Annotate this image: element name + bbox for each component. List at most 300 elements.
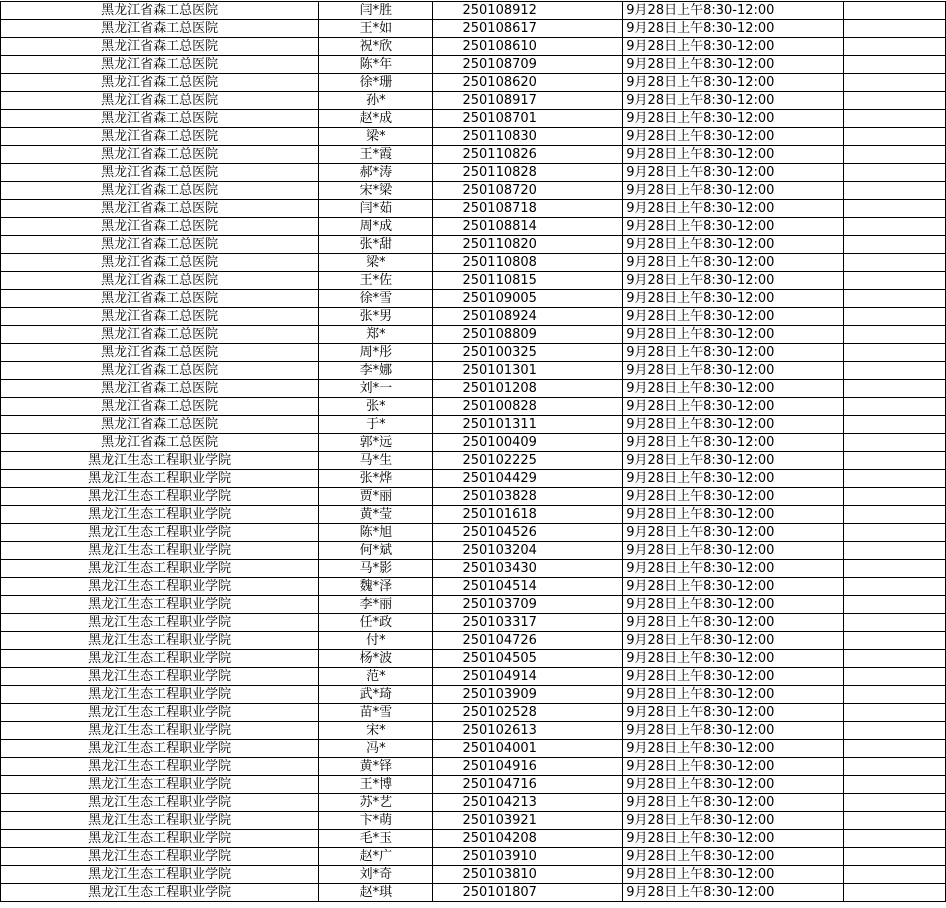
- table-row: [1, 596, 946, 614]
- table-row: [1, 614, 946, 632]
- empty-cell[interactable]: [844, 38, 946, 56]
- time-cell[interactable]: 9月28日上午8:30-12:00: [623, 560, 844, 578]
- table-row: [1, 164, 946, 182]
- name-cell[interactable]: 徐*珊: [319, 74, 433, 92]
- name-cell[interactable]: 卞*萌: [319, 812, 433, 830]
- name-cell[interactable]: 王*博: [319, 776, 433, 794]
- name-cell[interactable]: 祝*欣: [319, 38, 433, 56]
- name-cell[interactable]: 范*: [319, 668, 433, 686]
- exam-id-cell[interactable]: 250103910: [433, 848, 623, 866]
- empty-cell[interactable]: [844, 722, 946, 740]
- time-cell[interactable]: 9月28日上午8:30-12:00: [623, 92, 844, 110]
- empty-cell[interactable]: [844, 326, 946, 344]
- time-cell[interactable]: 9月28日上午8:30-12:00: [623, 650, 844, 668]
- table-row: [1, 884, 946, 902]
- name-cell[interactable]: 闫*胜: [319, 2, 433, 20]
- name-cell[interactable]: 马*影: [319, 560, 433, 578]
- unit-cell[interactable]: 黑龙江省森工总医院: [1, 164, 319, 182]
- unit-cell[interactable]: 黑龙江生态工程职业学院: [1, 776, 319, 794]
- unit-cell[interactable]: 黑龙江省森工总医院: [1, 218, 319, 236]
- name-cell[interactable]: 付*: [319, 632, 433, 650]
- time-cell[interactable]: 9月28日上午8:30-12:00: [623, 290, 844, 308]
- exam-id-cell[interactable]: 250108917: [433, 92, 623, 110]
- table-row: [1, 290, 946, 308]
- table-row: [1, 794, 946, 812]
- time-cell[interactable]: 9月28日上午8:30-12:00: [623, 596, 844, 614]
- name-cell[interactable]: 何*斌: [319, 542, 433, 560]
- unit-cell[interactable]: 黑龙江生态工程职业学院: [1, 722, 319, 740]
- table-row: [1, 560, 946, 578]
- unit-cell[interactable]: 黑龙江省森工总医院: [1, 56, 319, 74]
- time-cell[interactable]: 9月28日上午8:30-12:00: [623, 236, 844, 254]
- exam-id-cell[interactable]: 250108701: [433, 110, 623, 128]
- name-cell[interactable]: 郝*涛: [319, 164, 433, 182]
- name-cell[interactable]: 毛*玉: [319, 830, 433, 848]
- name-cell[interactable]: 王*佐: [319, 272, 433, 290]
- time-cell[interactable]: 9月28日上午8:30-12:00: [623, 110, 844, 128]
- name-cell[interactable]: 魏*泽: [319, 578, 433, 596]
- name-cell[interactable]: 周*成: [319, 218, 433, 236]
- empty-cell[interactable]: [844, 272, 946, 290]
- time-cell[interactable]: 9月28日上午8:30-12:00: [623, 2, 844, 20]
- time-cell[interactable]: 9月28日上午8:30-12:00: [623, 794, 844, 812]
- empty-cell[interactable]: [844, 758, 946, 776]
- empty-cell[interactable]: [844, 506, 946, 524]
- name-cell[interactable]: 张*男: [319, 308, 433, 326]
- unit-cell[interactable]: 黑龙江省森工总医院: [1, 236, 319, 254]
- time-cell[interactable]: 9月28日上午8:30-12:00: [623, 470, 844, 488]
- exam-id-cell[interactable]: 250100409: [433, 434, 623, 452]
- name-cell[interactable]: 陈*年: [319, 56, 433, 74]
- name-cell[interactable]: 张*烨: [319, 470, 433, 488]
- exam-id-cell[interactable]: 250108924: [433, 308, 623, 326]
- name-cell[interactable]: 闫*茹: [319, 200, 433, 218]
- name-cell[interactable]: 赵*成: [319, 110, 433, 128]
- exam-id-cell[interactable]: 250104505: [433, 650, 623, 668]
- time-cell[interactable]: 9月28日上午8:30-12:00: [623, 704, 844, 722]
- empty-cell[interactable]: [844, 380, 946, 398]
- table-row: [1, 20, 946, 38]
- time-cell[interactable]: 9月28日上午8:30-12:00: [623, 308, 844, 326]
- exam-id-cell[interactable]: 250101618: [433, 506, 623, 524]
- name-cell[interactable]: 孙*: [319, 92, 433, 110]
- unit-cell[interactable]: 黑龙江生态工程职业学院: [1, 452, 319, 470]
- exam-id-cell[interactable]: 250100828: [433, 398, 623, 416]
- name-cell[interactable]: 刘*一: [319, 380, 433, 398]
- exam-id-cell[interactable]: 250101807: [433, 884, 623, 902]
- name-cell[interactable]: 梁*: [319, 254, 433, 272]
- exam-id-cell[interactable]: 250103317: [433, 614, 623, 632]
- time-cell[interactable]: 9月28日上午8:30-12:00: [623, 326, 844, 344]
- exam-id-cell[interactable]: 250103204: [433, 542, 623, 560]
- table-row: [1, 524, 946, 542]
- empty-cell[interactable]: [844, 290, 946, 308]
- exam-id-cell[interactable]: 250108814: [433, 218, 623, 236]
- empty-cell[interactable]: [844, 434, 946, 452]
- empty-cell[interactable]: [844, 470, 946, 488]
- time-cell[interactable]: 9月28日上午8:30-12:00: [623, 344, 844, 362]
- table-row: [1, 542, 946, 560]
- name-cell[interactable]: 杨*波: [319, 650, 433, 668]
- time-cell[interactable]: 9月28日上午8:30-12:00: [623, 848, 844, 866]
- time-cell[interactable]: 9月28日上午8:30-12:00: [623, 488, 844, 506]
- empty-cell[interactable]: [844, 182, 946, 200]
- time-cell[interactable]: 9月28日上午8:30-12:00: [623, 578, 844, 596]
- empty-cell[interactable]: [844, 686, 946, 704]
- empty-cell[interactable]: [844, 236, 946, 254]
- table-row: [1, 506, 946, 524]
- roster-table: [0, 1, 946, 902]
- name-cell[interactable]: 徐*雪: [319, 290, 433, 308]
- name-cell[interactable]: 任*政: [319, 614, 433, 632]
- exam-id-cell[interactable]: 250104429: [433, 470, 623, 488]
- table-row: [1, 362, 946, 380]
- name-cell[interactable]: 张*: [319, 398, 433, 416]
- empty-cell[interactable]: [844, 812, 946, 830]
- table-row: [1, 56, 946, 74]
- unit-cell[interactable]: 黑龙江省森工总医院: [1, 200, 319, 218]
- unit-cell[interactable]: 黑龙江省森工总医院: [1, 344, 319, 362]
- name-cell[interactable]: 苏*艺: [319, 794, 433, 812]
- exam-id-cell[interactable]: 250110808: [433, 254, 623, 272]
- table-row: [1, 398, 946, 416]
- table-row: [1, 92, 946, 110]
- exam-id-cell[interactable]: 250110826: [433, 146, 623, 164]
- exam-id-cell[interactable]: 250108809: [433, 326, 623, 344]
- unit-cell[interactable]: 黑龙江生态工程职业学院: [1, 884, 319, 902]
- empty-cell[interactable]: [844, 452, 946, 470]
- name-cell[interactable]: 王*霞: [319, 146, 433, 164]
- roster-body: [1, 2, 946, 902]
- table-row: [1, 254, 946, 272]
- empty-cell[interactable]: [844, 668, 946, 686]
- exam-id-cell[interactable]: 250102613: [433, 722, 623, 740]
- name-cell[interactable]: 赵*琪: [319, 884, 433, 902]
- table-row: [1, 110, 946, 128]
- table-row: [1, 740, 946, 758]
- empty-cell[interactable]: [844, 308, 946, 326]
- empty-cell[interactable]: [844, 398, 946, 416]
- empty-cell[interactable]: [844, 560, 946, 578]
- exam-id-cell[interactable]: 250104001: [433, 740, 623, 758]
- unit-cell[interactable]: 黑龙江生态工程职业学院: [1, 542, 319, 560]
- table-row: [1, 416, 946, 434]
- exam-id-cell[interactable]: 250104914: [433, 668, 623, 686]
- exam-id-cell[interactable]: 250110815: [433, 272, 623, 290]
- empty-cell[interactable]: [844, 866, 946, 884]
- exam-id-cell[interactable]: 250108610: [433, 38, 623, 56]
- name-cell[interactable]: 李*丽: [319, 596, 433, 614]
- unit-cell[interactable]: 黑龙江省森工总医院: [1, 326, 319, 344]
- time-cell[interactable]: 9月28日上午8:30-12:00: [623, 452, 844, 470]
- time-cell[interactable]: 9月28日上午8:30-12:00: [623, 272, 844, 290]
- unit-cell[interactable]: 黑龙江省森工总医院: [1, 20, 319, 38]
- table-row: [1, 2, 946, 20]
- exam-id-cell[interactable]: 250102528: [433, 704, 623, 722]
- unit-cell[interactable]: 黑龙江省森工总医院: [1, 290, 319, 308]
- empty-cell[interactable]: [844, 488, 946, 506]
- name-cell[interactable]: 郭*远: [319, 434, 433, 452]
- table-row: [1, 632, 946, 650]
- time-cell[interactable]: 9月28日上午8:30-12:00: [623, 776, 844, 794]
- table-row: [1, 218, 946, 236]
- exam-id-cell[interactable]: 250104526: [433, 524, 623, 542]
- time-cell[interactable]: 9月28日上午8:30-12:00: [623, 362, 844, 380]
- name-cell[interactable]: 王*如: [319, 20, 433, 38]
- unit-cell[interactable]: 黑龙江生态工程职业学院: [1, 668, 319, 686]
- empty-cell[interactable]: [844, 596, 946, 614]
- name-cell[interactable]: 苗*雪: [319, 704, 433, 722]
- name-cell[interactable]: 周*彤: [319, 344, 433, 362]
- table-row: [1, 650, 946, 668]
- table-row: [1, 668, 946, 686]
- time-cell[interactable]: 9月28日上午8:30-12:00: [623, 668, 844, 686]
- table-row: [1, 470, 946, 488]
- table-row: [1, 434, 946, 452]
- empty-cell[interactable]: [844, 254, 946, 272]
- time-cell[interactable]: 9月28日上午8:30-12:00: [623, 614, 844, 632]
- empty-cell[interactable]: [844, 344, 946, 362]
- unit-cell[interactable]: 黑龙江省森工总医院: [1, 362, 319, 380]
- empty-cell[interactable]: [844, 632, 946, 650]
- exam-id-cell[interactable]: 250108912: [433, 2, 623, 20]
- unit-cell[interactable]: 黑龙江省森工总医院: [1, 380, 319, 398]
- unit-cell[interactable]: 黑龙江省森工总医院: [1, 182, 319, 200]
- unit-cell[interactable]: 黑龙江生态工程职业学院: [1, 614, 319, 632]
- time-cell[interactable]: 9月28日上午8:30-12:00: [623, 254, 844, 272]
- exam-id-cell[interactable]: 250103810: [433, 866, 623, 884]
- empty-cell[interactable]: [844, 794, 946, 812]
- table-row: [1, 380, 946, 398]
- empty-cell[interactable]: [844, 2, 946, 20]
- table-row: [1, 128, 946, 146]
- time-cell[interactable]: 9月28日上午8:30-12:00: [623, 506, 844, 524]
- exam-id-cell[interactable]: 250103828: [433, 488, 623, 506]
- empty-cell[interactable]: [844, 578, 946, 596]
- table-row: [1, 722, 946, 740]
- empty-cell[interactable]: [844, 218, 946, 236]
- unit-cell[interactable]: 黑龙江省森工总医院: [1, 398, 319, 416]
- time-cell[interactable]: 9月28日上午8:30-12:00: [623, 146, 844, 164]
- unit-cell[interactable]: 黑龙江生态工程职业学院: [1, 578, 319, 596]
- empty-cell[interactable]: [844, 200, 946, 218]
- time-cell[interactable]: 9月28日上午8:30-12:00: [623, 200, 844, 218]
- table-row: [1, 272, 946, 290]
- empty-cell[interactable]: [844, 614, 946, 632]
- unit-cell[interactable]: 黑龙江生态工程职业学院: [1, 704, 319, 722]
- time-cell[interactable]: 9月28日上午8:30-12:00: [623, 416, 844, 434]
- time-cell[interactable]: 9月28日上午8:30-12:00: [623, 74, 844, 92]
- empty-cell[interactable]: [844, 848, 946, 866]
- name-cell[interactable]: 武*琦: [319, 686, 433, 704]
- exam-id-cell[interactable]: 250104916: [433, 758, 623, 776]
- exam-id-cell[interactable]: 250101301: [433, 362, 623, 380]
- exam-id-cell[interactable]: 250104514: [433, 578, 623, 596]
- time-cell[interactable]: 9月28日上午8:30-12:00: [623, 542, 844, 560]
- unit-cell[interactable]: 黑龙江生态工程职业学院: [1, 596, 319, 614]
- unit-cell[interactable]: 黑龙江生态工程职业学院: [1, 830, 319, 848]
- empty-cell[interactable]: [844, 776, 946, 794]
- exam-id-cell[interactable]: 250101311: [433, 416, 623, 434]
- name-cell[interactable]: 马*生: [319, 452, 433, 470]
- time-cell[interactable]: 9月28日上午8:30-12:00: [623, 434, 844, 452]
- time-cell[interactable]: 9月28日上午8:30-12:00: [623, 758, 844, 776]
- unit-cell[interactable]: 黑龙江省森工总医院: [1, 434, 319, 452]
- table-row: [1, 236, 946, 254]
- empty-cell[interactable]: [844, 830, 946, 848]
- table-row: [1, 344, 946, 362]
- empty-cell[interactable]: [844, 56, 946, 74]
- time-cell[interactable]: 9月28日上午8:30-12:00: [623, 20, 844, 38]
- table-row: [1, 74, 946, 92]
- unit-cell[interactable]: 黑龙江省森工总医院: [1, 74, 319, 92]
- time-cell[interactable]: 9月28日上午8:30-12:00: [623, 812, 844, 830]
- exam-id-cell[interactable]: 250103909: [433, 686, 623, 704]
- table-row: [1, 848, 946, 866]
- time-cell[interactable]: 9月28日上午8:30-12:00: [623, 128, 844, 146]
- table-row: [1, 686, 946, 704]
- time-cell[interactable]: 9月28日上午8:30-12:00: [623, 830, 844, 848]
- exam-id-cell[interactable]: 250108620: [433, 74, 623, 92]
- empty-cell[interactable]: [844, 884, 946, 902]
- unit-cell[interactable]: 黑龙江省森工总医院: [1, 146, 319, 164]
- name-cell[interactable]: 郑*: [319, 326, 433, 344]
- time-cell[interactable]: 9月28日上午8:30-12:00: [623, 56, 844, 74]
- unit-cell[interactable]: 黑龙江生态工程职业学院: [1, 740, 319, 758]
- name-cell[interactable]: 贾*丽: [319, 488, 433, 506]
- unit-cell[interactable]: 黑龙江省森工总医院: [1, 2, 319, 20]
- table-row: [1, 830, 946, 848]
- time-cell[interactable]: 9月28日上午8:30-12:00: [623, 866, 844, 884]
- exam-id-cell[interactable]: 250110830: [433, 128, 623, 146]
- exam-id-cell[interactable]: 250109005: [433, 290, 623, 308]
- unit-cell[interactable]: 黑龙江生态工程职业学院: [1, 506, 319, 524]
- exam-id-cell[interactable]: 250104726: [433, 632, 623, 650]
- unit-cell[interactable]: 黑龙江生态工程职业学院: [1, 524, 319, 542]
- unit-cell[interactable]: 黑龙江生态工程职业学院: [1, 560, 319, 578]
- unit-cell[interactable]: 黑龙江省森工总医院: [1, 254, 319, 272]
- empty-cell[interactable]: [844, 92, 946, 110]
- empty-cell[interactable]: [844, 74, 946, 92]
- exam-id-cell[interactable]: 250104208: [433, 830, 623, 848]
- empty-cell[interactable]: [844, 740, 946, 758]
- table-row: [1, 578, 946, 596]
- time-cell[interactable]: 9月28日上午8:30-12:00: [623, 38, 844, 56]
- empty-cell[interactable]: [844, 128, 946, 146]
- unit-cell[interactable]: 黑龙江省森工总医院: [1, 92, 319, 110]
- exam-id-cell[interactable]: 250103430: [433, 560, 623, 578]
- time-cell[interactable]: 9月28日上午8:30-12:00: [623, 686, 844, 704]
- unit-cell[interactable]: 黑龙江生态工程职业学院: [1, 650, 319, 668]
- time-cell[interactable]: 9月28日上午8:30-12:00: [623, 380, 844, 398]
- unit-cell[interactable]: 黑龙江生态工程职业学院: [1, 632, 319, 650]
- name-cell[interactable]: 宋*梁: [319, 182, 433, 200]
- exam-id-cell[interactable]: 250108617: [433, 20, 623, 38]
- table-row: [1, 38, 946, 56]
- name-cell[interactable]: 李*娜: [319, 362, 433, 380]
- exam-id-cell[interactable]: 250108720: [433, 182, 623, 200]
- time-cell[interactable]: 9月28日上午8:30-12:00: [623, 164, 844, 182]
- unit-cell[interactable]: 黑龙江省森工总医院: [1, 308, 319, 326]
- unit-cell[interactable]: 黑龙江省森工总医院: [1, 416, 319, 434]
- exam-id-cell[interactable]: 250104716: [433, 776, 623, 794]
- time-cell[interactable]: 9月28日上午8:30-12:00: [623, 740, 844, 758]
- empty-cell[interactable]: [844, 524, 946, 542]
- exam-id-cell[interactable]: 250104213: [433, 794, 623, 812]
- exam-id-cell[interactable]: 250101208: [433, 380, 623, 398]
- name-cell[interactable]: 张*甜: [319, 236, 433, 254]
- table-row: [1, 200, 946, 218]
- unit-cell[interactable]: 黑龙江省森工总医院: [1, 272, 319, 290]
- unit-cell[interactable]: 黑龙江生态工程职业学院: [1, 812, 319, 830]
- unit-cell[interactable]: 黑龙江省森工总医院: [1, 128, 319, 146]
- unit-cell[interactable]: 黑龙江生态工程职业学院: [1, 488, 319, 506]
- empty-cell[interactable]: [844, 542, 946, 560]
- unit-cell[interactable]: 黑龙江生态工程职业学院: [1, 686, 319, 704]
- unit-cell[interactable]: 黑龙江生态工程职业学院: [1, 848, 319, 866]
- empty-cell[interactable]: [844, 146, 946, 164]
- table-row: [1, 146, 946, 164]
- exam-id-cell[interactable]: 250110820: [433, 236, 623, 254]
- exam-id-cell[interactable]: 250102225: [433, 452, 623, 470]
- time-cell[interactable]: 9月28日上午8:30-12:00: [623, 524, 844, 542]
- time-cell[interactable]: 9月28日上午8:30-12:00: [623, 632, 844, 650]
- empty-cell[interactable]: [844, 362, 946, 380]
- name-cell[interactable]: 冯*: [319, 740, 433, 758]
- unit-cell[interactable]: 黑龙江省森工总医院: [1, 110, 319, 128]
- unit-cell[interactable]: 黑龙江生态工程职业学院: [1, 866, 319, 884]
- time-cell[interactable]: 9月28日上午8:30-12:00: [623, 722, 844, 740]
- exam-id-cell[interactable]: 250103709: [433, 596, 623, 614]
- name-cell[interactable]: 于*: [319, 416, 433, 434]
- table-row: [1, 866, 946, 884]
- time-cell[interactable]: 9月28日上午8:30-12:00: [623, 398, 844, 416]
- exam-id-cell[interactable]: 250108709: [433, 56, 623, 74]
- empty-cell[interactable]: [844, 416, 946, 434]
- unit-cell[interactable]: 黑龙江生态工程职业学院: [1, 758, 319, 776]
- table-row: [1, 812, 946, 830]
- table-row: [1, 308, 946, 326]
- table-row: [1, 704, 946, 722]
- table-row: [1, 776, 946, 794]
- unit-cell[interactable]: 黑龙江生态工程职业学院: [1, 470, 319, 488]
- name-cell[interactable]: 黄*铎: [319, 758, 433, 776]
- table-row: [1, 452, 946, 470]
- empty-cell[interactable]: [844, 650, 946, 668]
- unit-cell[interactable]: 黑龙江省森工总医院: [1, 38, 319, 56]
- unit-cell[interactable]: 黑龙江生态工程职业学院: [1, 794, 319, 812]
- exam-id-cell[interactable]: 250100325: [433, 344, 623, 362]
- empty-cell[interactable]: [844, 164, 946, 182]
- name-cell[interactable]: 宋*: [319, 722, 433, 740]
- table-row: [1, 488, 946, 506]
- name-cell[interactable]: 黄*莹: [319, 506, 433, 524]
- name-cell[interactable]: 梁*: [319, 128, 433, 146]
- time-cell[interactable]: 9月28日上午8:30-12:00: [623, 884, 844, 902]
- exam-id-cell[interactable]: 250108718: [433, 200, 623, 218]
- exam-id-cell[interactable]: 250110828: [433, 164, 623, 182]
- exam-id-cell[interactable]: 250103921: [433, 812, 623, 830]
- empty-cell[interactable]: [844, 110, 946, 128]
- empty-cell[interactable]: [844, 704, 946, 722]
- time-cell[interactable]: 9月28日上午8:30-12:00: [623, 182, 844, 200]
- time-cell[interactable]: 9月28日上午8:30-12:00: [623, 218, 844, 236]
- name-cell[interactable]: 赵*广: [319, 848, 433, 866]
- name-cell[interactable]: 陈*旭: [319, 524, 433, 542]
- name-cell[interactable]: 刘*奇: [319, 866, 433, 884]
- empty-cell[interactable]: [844, 20, 946, 38]
- table-row: [1, 758, 946, 776]
